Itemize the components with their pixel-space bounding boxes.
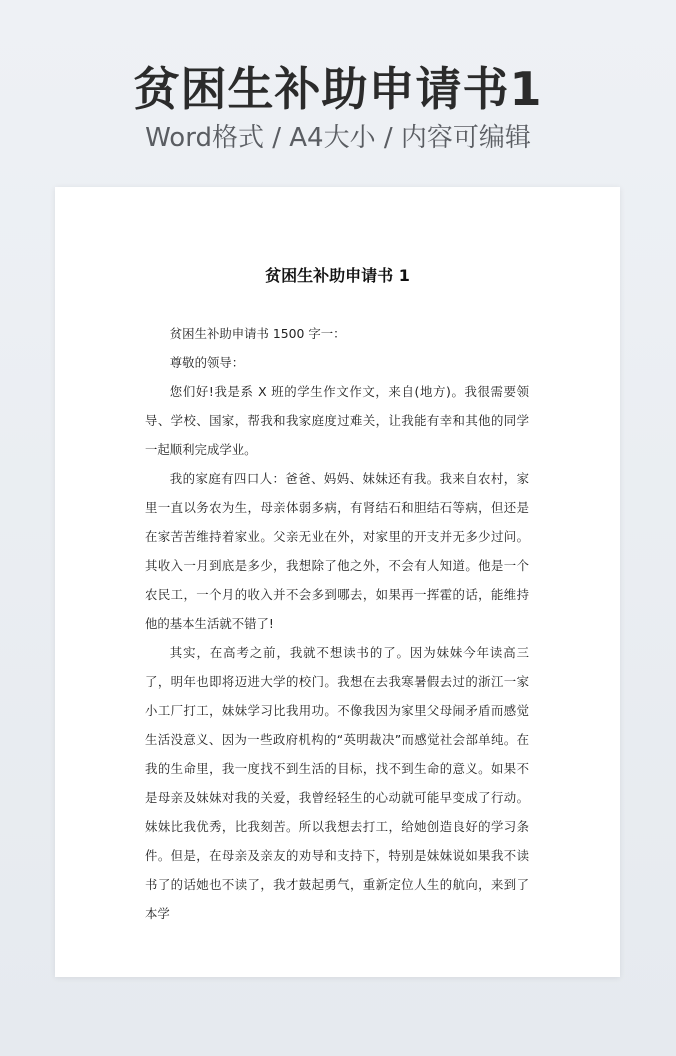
page-subtitle: Word格式 / A4大小 / 内容可编辑 <box>145 123 531 153</box>
document-page <box>55 187 620 977</box>
document-paragraph: 尊敬的领导： <box>169 355 245 370</box>
document-paragraph: 贫困生补助申请书 1500 字一： <box>169 326 346 341</box>
document-body <box>145 319 529 928</box>
hero-header <box>0 60 676 156</box>
document-title: 贫困生补助申请书 1 <box>265 266 410 285</box>
document-paragraph: 其实，在高考之前，我就不想读书的了。因为妹妹今年读高三了，明年也即将迈进大学的校门。我想在去我寒暑假去过的浙江一家小工厂打工，妹妹学习比我用功。不像我因为家里父母闹矛盾而感觉生活没意义、因为一些政府机构的“英明裁决”而感觉社会部单纯。在我的生命里，我一度找不到生活的目标，找不到生命的意义。如果不是母亲及妹妹对我的关爱，我曾经轻生的心动就可能早变成了行动。妹妹比我优秀，比我刻苦。所以我想去打工，给她创造良好的学习条件。但是，在母亲及亲友的劝导和支持下，特别是妹妹说如果我不读书了的话她也不读了，我才鼓起勇气，重新定位人生的航向，来到了本学 <box>145 645 529 921</box>
document-paragraph: 您们好!我是系 X 班的学生作文作文，来自(地方)。我很需要领导、学校、国家，帮我和我家庭度过难关，让我能有幸和其他的同学一起顺利完成学业。 <box>145 384 529 457</box>
page-title: 贫困生补助申请书1 <box>133 62 543 116</box>
document-paragraph: 我的家庭有四口人：爸爸、妈妈、妹妹还有我。我来自农村，家里一直以务农为生，母亲体弱多病，有肾结石和胆结石等病，但还是在家苦苦维持着家业。父亲无业在外，对家里的开支并无多少过问。其收入一月到底是多少，我想除了他之外，不会有人知道。他是一个农民工，一个月的收入并不会多到哪去，如果再一挥霍的话，能维持他的基本生活就不错了! <box>145 471 529 631</box>
